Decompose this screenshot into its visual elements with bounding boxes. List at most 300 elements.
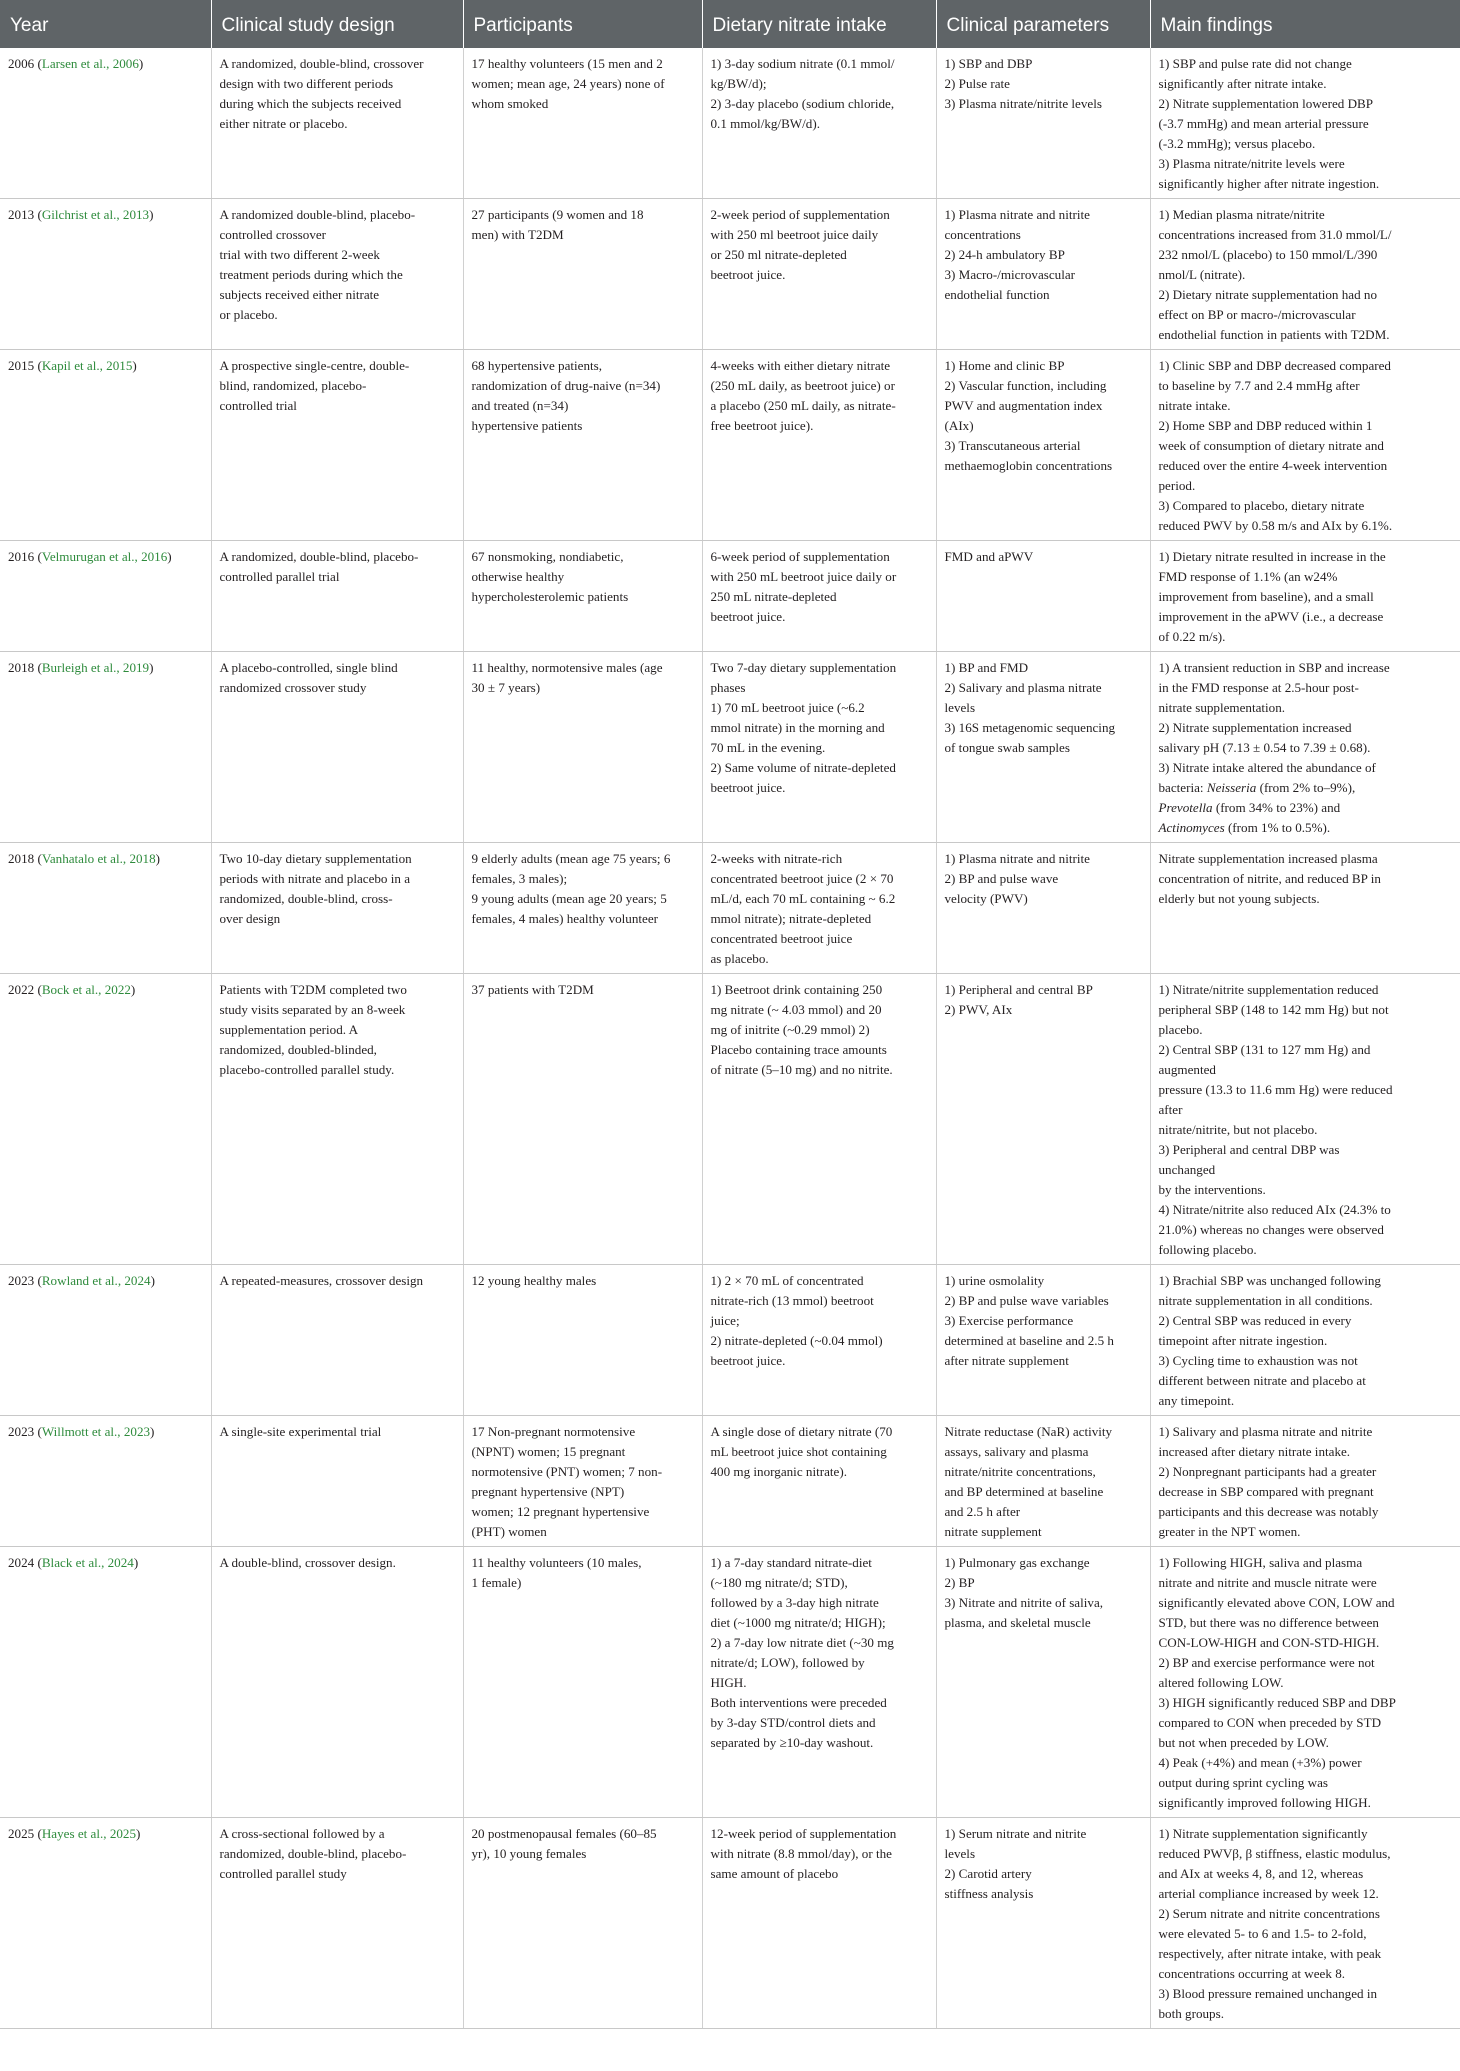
findings-line: 4) Nitrate/nitrite also reduced AIx (24.3% to xyxy=(1158,1202,1391,1217)
parameters-line: 1) Pulmonary gas exchange xyxy=(944,1555,1090,1570)
intake-cell xyxy=(702,652,936,843)
design-line: design with two different periods xyxy=(219,76,394,91)
findings-line: nitrate supplementation. xyxy=(1158,700,1286,715)
intake-line: as placebo. xyxy=(710,951,769,966)
citation-link[interactable]: Larsen et al., 2006 xyxy=(41,56,139,71)
intake-line: beetroot juice. xyxy=(710,780,786,795)
intake-line: (250 mL daily, as beetroot juice) or xyxy=(710,378,895,393)
parameters-line: PWV and augmentation index xyxy=(944,398,1103,413)
design-cell xyxy=(211,1265,463,1416)
parameters-line: 2) Pulse rate xyxy=(944,76,1010,91)
design-cell xyxy=(211,350,463,541)
parameters-cell xyxy=(936,1547,1150,1818)
parameters-line: 1) BP and FMD xyxy=(944,660,1029,675)
findings-line: both groups. xyxy=(1158,2006,1224,2021)
findings-line: any timepoint. xyxy=(1158,1393,1235,1408)
intake-line: 2) nitrate-depleted (~0.04 mmol) xyxy=(710,1333,883,1348)
table-row xyxy=(0,1265,1460,1416)
participants-cell xyxy=(463,974,702,1265)
design-line: A randomized double-blind, placebo- xyxy=(219,207,416,222)
findings-line: FMD response of 1.1% (an w24% xyxy=(1158,569,1338,584)
findings-line: 2) Central SBP (131 to 127 mm Hg) and xyxy=(1158,1042,1371,1057)
year-cell: 2025 (Hayes et al., 2025) xyxy=(0,1818,211,2029)
findings-cell xyxy=(1150,1265,1460,1416)
findings-line: 1) Nitrate supplementation significantly xyxy=(1158,1826,1368,1841)
intake-line: 1) a 7-day standard nitrate-diet xyxy=(710,1555,872,1570)
findings-line: 2) Nitrate supplementation increased xyxy=(1158,720,1352,735)
intake-line: 250 mL nitrate-depleted xyxy=(710,589,837,604)
findings-line: concentration of nitrite, and reduced BP in xyxy=(1158,871,1381,886)
intake-line: with 250 mL beetroot juice daily or xyxy=(710,569,897,584)
design-line: study visits separated by an 8-week xyxy=(219,1002,406,1017)
findings-line: and AIx at weeks 4, 8, and 12, whereas xyxy=(1158,1866,1364,1881)
taxon-name: Actinomyces xyxy=(1158,820,1225,835)
intake-line: mg nitrate (~ 4.03 mmol) and 20 xyxy=(710,1002,882,1017)
participants-cell xyxy=(463,48,702,199)
participants-cell xyxy=(463,1265,702,1416)
intake-line: 6-week period of supplementation xyxy=(710,549,890,564)
findings-line: 1) Dietary nitrate resulted in increase in the xyxy=(1158,549,1386,564)
participants-cell xyxy=(463,1547,702,1818)
citation-link[interactable]: Rowland et al., 2024 xyxy=(41,1273,151,1288)
participants-line: otherwise healthy xyxy=(471,569,565,584)
findings-line: participants and this decrease was notably xyxy=(1158,1504,1379,1519)
design-line: controlled trial xyxy=(219,398,297,413)
parameters-line: 1) SBP and DBP xyxy=(944,56,1033,71)
citation-link[interactable]: Bock et al., 2022 xyxy=(41,982,131,997)
intake-line: free beetroot juice). xyxy=(710,418,814,433)
participants-cell xyxy=(463,652,702,843)
parameters-cell xyxy=(936,974,1150,1265)
findings-line: 2) Nitrate supplementation lowered DBP xyxy=(1158,96,1374,111)
findings-line: peripheral SBP (148 to 142 mm Hg) but not xyxy=(1158,1002,1389,1017)
findings-line: placebo. xyxy=(1158,1022,1203,1037)
findings-line: to baseline by 7.7 and 2.4 mmHg after xyxy=(1158,378,1360,393)
findings-line: following placebo. xyxy=(1158,1242,1257,1257)
findings-line: 1) Following HIGH, saliva and plasma xyxy=(1158,1555,1363,1570)
year-cell: 2022 (Bock et al., 2022) xyxy=(0,974,211,1265)
table-row xyxy=(0,1818,1460,2029)
findings-line: 1) Clinic SBP and DBP decreased compared xyxy=(1158,358,1391,373)
intake-cell xyxy=(702,199,936,350)
findings-line: effect on BP or macro-/microvascular xyxy=(1158,307,1356,322)
design-cell xyxy=(211,843,463,974)
findings-line: Actinomyces (from 1% to 0.5%). xyxy=(1158,820,1331,835)
intake-line: mL/d, each 70 mL containing ~ 6.2 xyxy=(710,891,896,906)
participants-line: 27 participants (9 women and 18 xyxy=(471,207,644,222)
findings-line: 3) Plasma nitrate/nitrite levels were xyxy=(1158,156,1345,171)
design-line: treatment periods during which the xyxy=(219,267,403,282)
intake-cell xyxy=(702,843,936,974)
design-line: controlled parallel study xyxy=(219,1866,347,1881)
parameters-line: 3) 16S metagenomic sequencing xyxy=(944,720,1116,735)
parameters-cell xyxy=(936,652,1150,843)
findings-line: concentrations increased from 31.0 mmol/L/ xyxy=(1158,227,1392,242)
findings-line: 1) A transient reduction in SBP and increase xyxy=(1158,660,1390,675)
findings-line: salivary pH (7.13 ± 0.54 to 7.39 ± 0.68). xyxy=(1158,740,1371,755)
citation-link[interactable]: Kapil et al., 2015 xyxy=(41,358,133,373)
findings-line: improvement from baseline), and a small xyxy=(1158,589,1374,604)
design-line: controlled crossover xyxy=(219,227,327,242)
parameters-line: after nitrate supplement xyxy=(944,1353,1069,1368)
findings-line: nitrate intake. xyxy=(1158,398,1231,413)
intake-line: mg of initrite (~0.29 mmol) 2) xyxy=(710,1022,870,1037)
intake-line: phases xyxy=(710,680,746,695)
findings-cell xyxy=(1150,974,1460,1265)
findings-cell xyxy=(1150,48,1460,199)
parameters-line: 2) PWV, AIx xyxy=(944,1002,1013,1017)
intake-line: 70 mL in the evening. xyxy=(710,740,826,755)
participants-line: 37 patients with T2DM xyxy=(471,982,594,997)
header-row xyxy=(0,0,1460,48)
participants-line: yr), 10 young females xyxy=(471,1846,587,1861)
participants-line: 17 healthy volunteers (15 men and 2 xyxy=(471,56,663,71)
intake-line: diet (~1000 mg nitrate/d; HIGH); xyxy=(710,1615,886,1630)
findings-line: 1) Median plasma nitrate/nitrite xyxy=(1158,207,1325,222)
header-parameters: Clinical parameters xyxy=(936,0,1150,48)
participants-line: 1 female) xyxy=(471,1575,522,1590)
intake-line: concentrated beetroot juice xyxy=(710,931,853,946)
findings-line: unchanged xyxy=(1158,1162,1216,1177)
findings-line: timepoint after nitrate ingestion. xyxy=(1158,1333,1328,1348)
findings-line: STD, but there was no difference between xyxy=(1158,1615,1379,1630)
findings-line: 2) Nonpregnant participants had a greater xyxy=(1158,1464,1377,1479)
year-cell: 2006 (Larsen et al., 2006) xyxy=(0,48,211,199)
intake-line: 2) 3-day placebo (sodium chloride, xyxy=(710,96,895,111)
findings-line: decrease in SBP compared with pregnant xyxy=(1158,1484,1374,1499)
participants-line: 9 elderly adults (mean age 75 years; 6 xyxy=(471,851,671,866)
findings-line: 232 nmol/L (placebo) to 150 mmol/L/390 xyxy=(1158,247,1378,262)
parameters-line: 3) Plasma nitrate/nitrite levels xyxy=(944,96,1102,111)
findings-line: bacteria: Neisseria (from 2% to–9%), xyxy=(1158,780,1356,795)
findings-line: (-3.7 mmHg) and mean arterial pressure xyxy=(1158,116,1369,131)
parameters-line: levels xyxy=(944,1846,976,1861)
participants-cell xyxy=(463,843,702,974)
parameters-cell xyxy=(936,199,1150,350)
parameters-line: 1) Plasma nitrate and nitrite xyxy=(944,851,1090,866)
design-line: controlled parallel trial xyxy=(219,569,340,584)
design-line: randomized, doubled-blinded, xyxy=(219,1042,377,1057)
participants-cell xyxy=(463,1416,702,1547)
participants-line: hypertensive patients xyxy=(471,418,583,433)
participants-line: (NPNT) women; 15 pregnant xyxy=(471,1444,626,1459)
findings-line: Prevotella (from 34% to 23%) and xyxy=(1158,800,1341,815)
design-line: or placebo. xyxy=(219,307,278,322)
citation-link[interactable]: Black et al., 2024 xyxy=(41,1555,134,1570)
intake-line: of nitrate (5–10 mg) and no nitrite. xyxy=(710,1062,893,1077)
taxon-name: Neisseria xyxy=(1206,780,1257,795)
findings-line: but not when preceded by LOW. xyxy=(1158,1735,1329,1750)
findings-line: augmented xyxy=(1158,1062,1216,1077)
citation-link[interactable]: Willmott et al., 2023 xyxy=(41,1424,151,1439)
findings-line: significantly improved following HIGH. xyxy=(1158,1795,1371,1810)
participants-line: 11 healthy, normotensive males (age xyxy=(471,660,663,675)
findings-line: 3) Blood pressure remained unchanged in xyxy=(1158,1986,1378,2001)
findings-cell xyxy=(1150,199,1460,350)
parameters-cell xyxy=(936,350,1150,541)
design-line: randomized, double-blind, cross- xyxy=(219,891,393,906)
design-line: placebo-controlled parallel study. xyxy=(219,1062,395,1077)
findings-line: respectively, after nitrate intake, with peak xyxy=(1158,1946,1382,1961)
intake-line: 2) a 7-day low nitrate diet (~30 mg xyxy=(710,1635,894,1650)
header-year: Year xyxy=(0,0,211,48)
findings-cell xyxy=(1150,1416,1460,1547)
table-row xyxy=(0,843,1460,974)
design-cell xyxy=(211,1818,463,2029)
design-line: A double-blind, crossover design. xyxy=(219,1555,396,1570)
citation-link[interactable]: Velmurugan et al., 2016 xyxy=(41,549,168,564)
design-line: A randomized, double-blind, placebo- xyxy=(219,549,419,564)
intake-line: Placebo containing trace amounts xyxy=(710,1042,887,1057)
findings-line: altered following LOW. xyxy=(1158,1675,1284,1690)
findings-cell xyxy=(1150,843,1460,974)
design-cell xyxy=(211,48,463,199)
participants-line: women; mean age, 24 years) none of xyxy=(471,76,665,91)
citation-link[interactable]: Hayes et al., 2025 xyxy=(41,1826,137,1841)
intake-line: nitrate/d; LOW), followed by xyxy=(710,1655,865,1670)
findings-line: 2) Central SBP was reduced in every xyxy=(1158,1313,1352,1328)
year-value: 2018 ( xyxy=(8,851,42,866)
findings-cell xyxy=(1150,652,1460,843)
findings-line: significantly after nitrate intake. xyxy=(1158,76,1327,91)
taxon-name: Prevotella xyxy=(1158,800,1213,815)
intake-line: beetroot juice. xyxy=(710,1353,786,1368)
design-line: during which the subjects received xyxy=(219,96,402,111)
intake-line: 0.1 mmol/kg/BW/d). xyxy=(710,116,820,131)
intake-line: by 3-day STD/control diets and xyxy=(710,1715,876,1730)
findings-line: Nitrate supplementation increased plasma xyxy=(1158,851,1378,866)
parameters-line: 2) Salivary and plasma nitrate xyxy=(944,680,1102,695)
design-line: randomized, double-blind, placebo- xyxy=(219,1846,407,1861)
findings-line: 3) Compared to placebo, dietary nitrate xyxy=(1158,498,1365,513)
table-row xyxy=(0,199,1460,350)
year-value: 2023 ( xyxy=(8,1424,42,1439)
findings-line: 2) BP and exercise performance were not xyxy=(1158,1655,1375,1670)
participants-line: females, 4 males) healthy volunteer xyxy=(471,911,659,926)
findings-line: 3) Cycling time to exhaustion was not xyxy=(1158,1353,1358,1368)
parameters-line: stiffness analysis xyxy=(944,1886,1034,1901)
participants-line: 17 Non-pregnant normotensive xyxy=(471,1424,636,1439)
citation-link[interactable]: Vanhatalo et al., 2018 xyxy=(41,851,156,866)
year-value: 2013 ( xyxy=(8,207,42,222)
parameters-line: 3) Nitrate and nitrite of saliva, xyxy=(944,1595,1104,1610)
findings-line: pressure (13.3 to 11.6 mm Hg) were reduced xyxy=(1158,1082,1393,1097)
intake-cell xyxy=(702,350,936,541)
intake-line: a placebo (250 mL daily, as nitrate- xyxy=(710,398,896,413)
intake-line: separated by ≥10-day washout. xyxy=(710,1735,874,1750)
intake-line: 2-week period of supplementation xyxy=(710,207,890,222)
citation-link[interactable]: Gilchrist et al., 2013 xyxy=(41,207,150,222)
findings-line: reduced PWVβ, β stiffness, elastic modulus, xyxy=(1158,1846,1391,1861)
participants-line: 68 hypertensive patients, xyxy=(471,358,603,373)
parameters-cell xyxy=(936,843,1150,974)
intake-line: same amount of placebo xyxy=(710,1866,839,1881)
year-value: 2016 ( xyxy=(8,549,42,564)
parameters-cell xyxy=(936,1416,1150,1547)
header-participants: Participants xyxy=(463,0,702,48)
parameters-line: 2) Carotid artery xyxy=(944,1866,1032,1881)
findings-line: 21.0%) whereas no changes were observed xyxy=(1158,1222,1384,1237)
intake-line: 1) 3-day sodium nitrate (0.1 mmol/ xyxy=(710,56,895,71)
findings-cell xyxy=(1150,1547,1460,1818)
parameters-line: determined at baseline and 2.5 h xyxy=(944,1333,1114,1348)
findings-line: CON-LOW-HIGH and CON-STD-HIGH. xyxy=(1158,1635,1380,1650)
year-cell: 2018 (Burleigh et al., 2019) xyxy=(0,652,211,843)
findings-line: after xyxy=(1158,1102,1183,1117)
intake-line: mmol nitrate); nitrate-depleted xyxy=(710,911,872,926)
intake-line: concentrated beetroot juice (2 × 70 xyxy=(710,871,894,886)
parameters-line: concentrations xyxy=(944,227,1021,242)
parameters-line: nitrate supplement xyxy=(944,1524,1042,1539)
findings-line: reduced over the entire 4-week intervention xyxy=(1158,458,1388,473)
parameters-line: 2) Vascular function, including xyxy=(944,378,1107,393)
design-line: randomized crossover study xyxy=(219,680,367,695)
participants-line: randomization of drug-naive (n=34) xyxy=(471,378,661,393)
parameters-line: 1) urine osmolality xyxy=(944,1273,1045,1288)
intake-cell xyxy=(702,48,936,199)
parameters-line: 2) BP xyxy=(944,1575,975,1590)
participants-line: hypercholesterolemic patients xyxy=(471,589,629,604)
design-line: A single-site experimental trial xyxy=(219,1424,382,1439)
parameters-line: and BP determined at baseline xyxy=(944,1484,1104,1499)
design-line: periods with nitrate and placebo in a xyxy=(219,871,411,886)
findings-line: endothelial function in patients with T2DM. xyxy=(1158,327,1390,342)
findings-line: 2) Dietary nitrate supplementation had no xyxy=(1158,287,1378,302)
parameters-line: 1) Peripheral and central BP xyxy=(944,982,1093,997)
year-cell: 2018 (Vanhatalo et al., 2018) xyxy=(0,843,211,974)
design-cell xyxy=(211,1416,463,1547)
header-findings: Main findings xyxy=(1150,0,1460,48)
year-value: 2018 ( xyxy=(8,660,42,675)
design-line: blind, randomized, placebo- xyxy=(219,378,367,393)
intake-line: with 250 ml beetroot juice daily xyxy=(710,227,879,242)
parameters-line: assays, salivary and plasma xyxy=(944,1444,1089,1459)
findings-cell xyxy=(1150,350,1460,541)
parameters-line: plasma, and skeletal muscle xyxy=(944,1615,1091,1630)
intake-line: with nitrate (8.8 mmol/day), or the xyxy=(710,1846,892,1861)
participants-line: men) with T2DM xyxy=(471,227,564,242)
participants-cell xyxy=(463,350,702,541)
findings-line: week of consumption of dietary nitrate and xyxy=(1158,438,1384,453)
year-cell: 2024 (Black et al., 2024) xyxy=(0,1547,211,1818)
table-row xyxy=(0,48,1460,199)
parameters-line: 1) Plasma nitrate and nitrite xyxy=(944,207,1090,222)
intake-line: A single dose of dietary nitrate (70 xyxy=(710,1424,893,1439)
findings-line: output during sprint cycling was xyxy=(1158,1775,1328,1790)
intake-line: HIGH. xyxy=(710,1675,747,1690)
findings-line: different between nitrate and placebo at xyxy=(1158,1373,1366,1388)
findings-line: were elevated 5- to 6 and 1.5- to 2-fold, xyxy=(1158,1926,1367,1941)
design-line: A prospective single-centre, double- xyxy=(219,358,410,373)
parameters-line: (AIx) xyxy=(944,418,974,433)
table-row xyxy=(0,652,1460,843)
parameters-cell xyxy=(936,541,1150,652)
findings-line: concentrations occurring at week 8. xyxy=(1158,1966,1346,1981)
parameters-line: 2) BP and pulse wave variables xyxy=(944,1293,1109,1308)
findings-line: greater in the NPT women. xyxy=(1158,1524,1301,1539)
participants-line: women; 12 pregnant hypertensive xyxy=(471,1504,650,1519)
participants-line: 9 young adults (mean age 20 years; 5 xyxy=(471,891,667,906)
parameters-line: endothelial function xyxy=(944,287,1050,302)
findings-line: 3) Nitrate intake altered the abundance of xyxy=(1158,760,1376,775)
year-value: 2015 ( xyxy=(8,358,42,373)
citation-link[interactable]: Burleigh et al., 2019 xyxy=(41,660,150,675)
parameters-line: levels xyxy=(944,700,976,715)
findings-line: (-3.2 mmHg); versus placebo. xyxy=(1158,136,1316,151)
header-intake: Dietary nitrate intake xyxy=(702,0,936,48)
year-cell: 2023 (Willmott et al., 2023) xyxy=(0,1416,211,1547)
intake-cell xyxy=(702,1547,936,1818)
intake-cell xyxy=(702,541,936,652)
header-design: Clinical study design xyxy=(211,0,463,48)
findings-line: 3) Peripheral and central DBP was xyxy=(1158,1142,1340,1157)
year-value: 2025 ( xyxy=(8,1826,42,1841)
design-line: A placebo-controlled, single blind xyxy=(219,660,398,675)
findings-line: nitrate and nitrite and muscle nitrate were xyxy=(1158,1575,1377,1590)
findings-line: arterial compliance increased by week 12. xyxy=(1158,1886,1379,1901)
findings-line: nitrate/nitrite, but not placebo. xyxy=(1158,1122,1318,1137)
participants-cell xyxy=(463,1818,702,2029)
findings-line: significantly elevated above CON, LOW and xyxy=(1158,1595,1395,1610)
parameters-line: Nitrate reductase (NaR) activity xyxy=(944,1424,1113,1439)
parameters-line: and 2.5 h after xyxy=(944,1504,1021,1519)
findings-line: nmol/L (nitrate). xyxy=(1158,267,1246,282)
findings-line: 1) Brachial SBP was unchanged following xyxy=(1158,1273,1381,1288)
intake-line: 1) Beetroot drink containing 250 xyxy=(710,982,883,997)
parameters-line: of tongue swab samples xyxy=(944,740,1070,755)
design-cell xyxy=(211,974,463,1265)
participants-line: normotensive (PNT) women; 7 non- xyxy=(471,1464,663,1479)
table-row xyxy=(0,1547,1460,1818)
parameters-line: 2) 24-h ambulatory BP xyxy=(944,247,1065,262)
intake-line: nitrate-rich (13 mmol) beetroot xyxy=(710,1293,874,1308)
intake-cell xyxy=(702,1265,936,1416)
parameters-line: nitrate/nitrite concentrations, xyxy=(944,1464,1096,1479)
parameters-line: methaemoglobin concentrations xyxy=(944,458,1113,473)
year-value: 2022 ( xyxy=(8,982,42,997)
year-value: 2006 ( xyxy=(8,56,42,71)
intake-cell xyxy=(702,974,936,1265)
intake-line: or 250 ml nitrate-depleted xyxy=(710,247,847,262)
findings-line: nitrate supplementation in all conditions. xyxy=(1158,1293,1373,1308)
participants-cell xyxy=(463,541,702,652)
participants-line: 11 healthy volunteers (10 males, xyxy=(471,1555,642,1570)
parameters-line: 2) BP and pulse wave xyxy=(944,871,1059,886)
participants-line: females, 3 males); xyxy=(471,871,568,886)
design-line: over design xyxy=(219,911,281,926)
participants-line: 12 young healthy males xyxy=(471,1273,597,1288)
findings-line: 3) HIGH significantly reduced SBP and DBP xyxy=(1158,1695,1396,1710)
findings-line: 2) Home SBP and DBP reduced within 1 xyxy=(1158,418,1373,433)
year-cell: 2023 (Rowland et al., 2024) xyxy=(0,1265,211,1416)
intake-line: 4-weeks with either dietary nitrate xyxy=(710,358,891,373)
parameters-line: 1) Serum nitrate and nitrite xyxy=(944,1826,1087,1841)
findings-cell xyxy=(1150,1818,1460,2029)
table-row xyxy=(0,350,1460,541)
findings-line: improvement in the aPWV (i.e., a decrease xyxy=(1158,609,1384,624)
parameters-line: 1) Home and clinic BP xyxy=(944,358,1065,373)
findings-line: 1) Nitrate/nitrite supplementation reduced xyxy=(1158,982,1379,997)
table-row xyxy=(0,974,1460,1265)
parameters-cell xyxy=(936,48,1150,199)
findings-line: 1) Salivary and plasma nitrate and nitrite xyxy=(1158,1424,1373,1439)
intake-line: 2) Same volume of nitrate-depleted xyxy=(710,760,896,775)
findings-line: by the interventions. xyxy=(1158,1182,1266,1197)
intake-line: Both interventions were preceded xyxy=(710,1695,887,1710)
intake-line: juice; xyxy=(710,1313,740,1328)
table-row xyxy=(0,1416,1460,1547)
design-cell xyxy=(211,541,463,652)
